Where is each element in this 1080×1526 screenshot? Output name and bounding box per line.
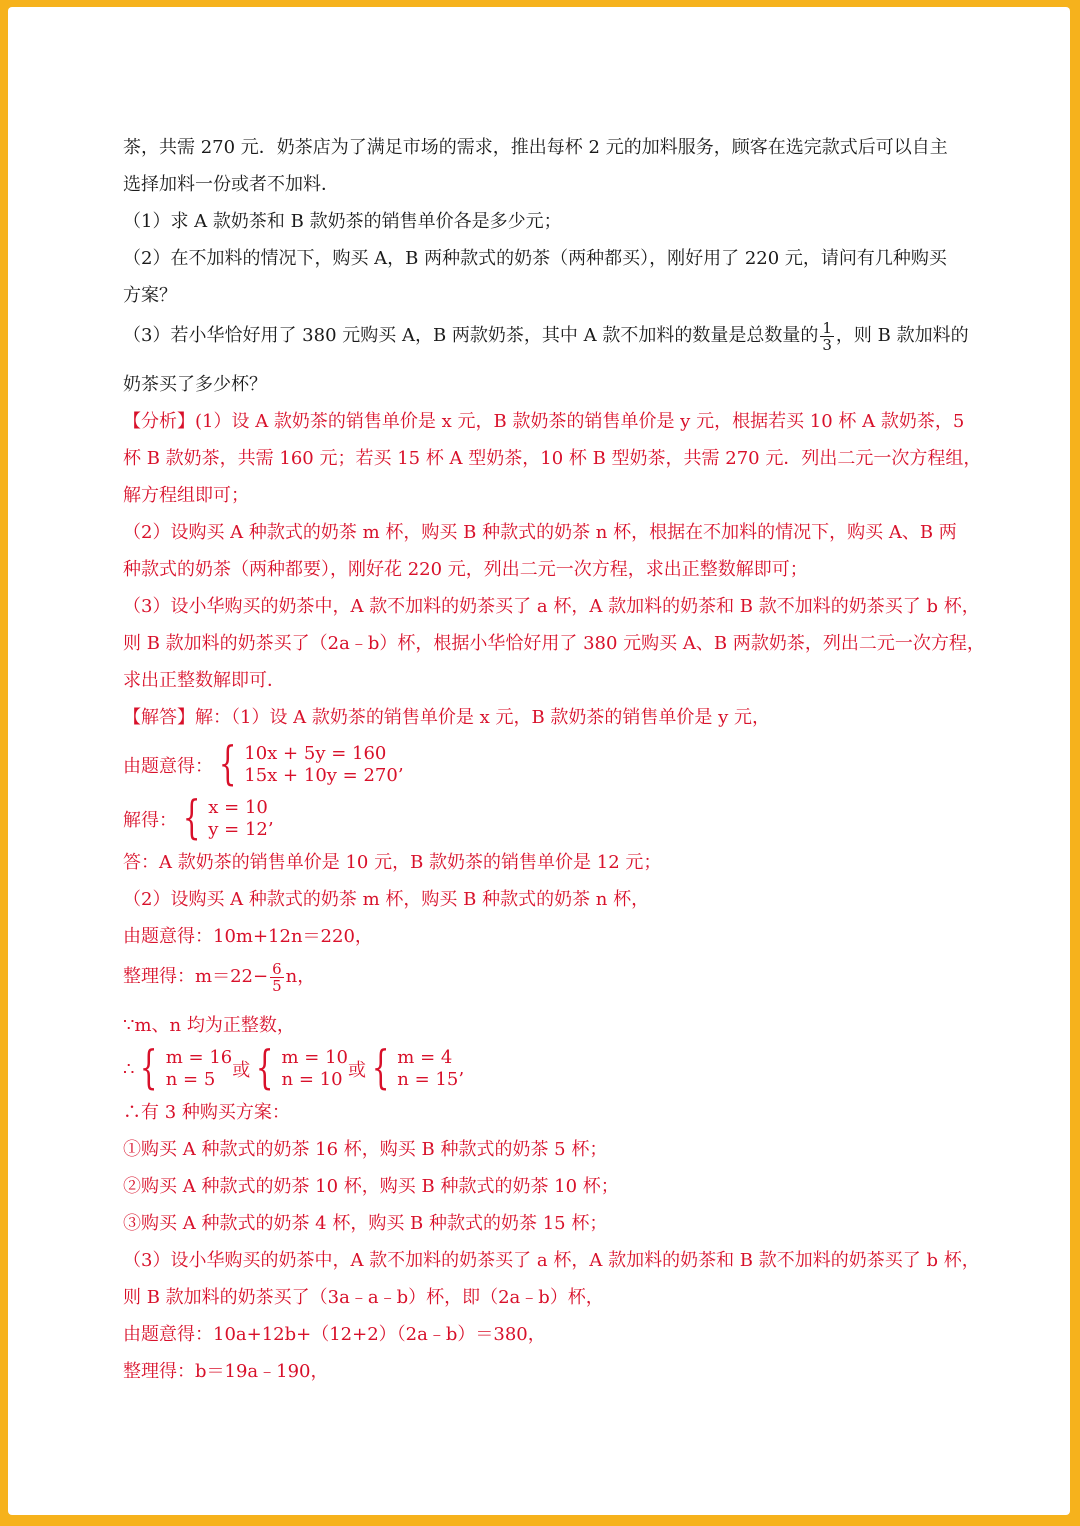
solution-line: ∵m、n 均为正整数， — [123, 1015, 295, 1036]
or-text: 或 — [232, 1060, 251, 1081]
purchase-option: ③购买 A 种款式的奶茶 4 杯，购买 B 种款式的奶茶 15 杯； — [123, 1213, 608, 1234]
system-equations — [244, 743, 403, 787]
purchase-option: ①购买 A 种款式的奶茶 16 杯，购买 B 种款式的奶茶 5 杯； — [123, 1139, 608, 1160]
equation: m = 10 — [281, 1047, 349, 1068]
fraction-denominator: 5 — [272, 976, 282, 995]
equation: m = 4 — [397, 1047, 453, 1068]
analysis-line: （3）设小华购买的奶茶中，A 款不加料的奶茶买了 a 杯，A 款加料的奶茶和 B 款不加料的奶茶买了 b 杯， — [123, 596, 980, 617]
system-equations — [208, 797, 273, 841]
solution-set — [166, 1047, 233, 1091]
fraction-numerator: 1 — [822, 318, 832, 337]
question-part-2: （2）在不加料的情况下，购买 A，B 两种款式的奶茶（两种都买），刚好用了 220 元，请问有几种购买 — [123, 248, 947, 269]
or-text: 或 — [348, 1060, 367, 1081]
solution-header: 【解答】解：（1）设 A 款奶茶的销售单价是 x 元，B 款奶茶的销售单价是 y 元， — [123, 707, 771, 728]
equation-system-2 — [123, 790, 993, 844]
page-sheet — [8, 7, 1070, 1515]
solution-line: 则 B 款加料的奶茶买了（3a﹣a﹣b）杯，即（2a﹣b）杯， — [123, 1287, 604, 1308]
answer-line: 答：A 款奶茶的销售单价是 10 元，B 款奶茶的销售单价是 12 元； — [123, 852, 662, 873]
analysis-line: （2）设购买 A 种款式的奶茶 m 杯，购买 B 种款式的奶茶 n 杯，根据在不加料的情况下，购买 A、B 两 — [123, 522, 957, 543]
equation: n = 5 — [165, 1069, 216, 1090]
equation-system-1 — [123, 736, 993, 794]
question-line: 茶，共需 270 元．奶茶店为了满足市场的需求，推出每杯 2 元的加料服务，顾客在选完款式后可以自主 — [123, 137, 948, 158]
analysis-line: 则 B 款加料的奶茶买了（2a﹣b）杯，根据小华恰好用了 380 元购买 A、B 两款奶茶，列出二元一次方程， — [123, 633, 985, 654]
equation: m = 16 — [165, 1047, 233, 1068]
solution-set — [397, 1047, 464, 1091]
question-part-3-tail: ，则 B 款加料的 — [835, 325, 969, 346]
document-content — [123, 129, 993, 1390]
analysis-line: 种款式的奶茶（两种都要），刚好花 220 元，列出二元一次方程，求出正整数解即可； — [123, 559, 808, 580]
question-line: 选择加料一份或者不加料． — [123, 174, 339, 195]
brace-icon: { — [371, 1040, 390, 1094]
integer-solutions — [123, 1040, 993, 1094]
question-part-1: （1）求 A 款奶茶和 B 款奶茶的销售单价各是多少元； — [123, 211, 562, 232]
question-part-2-cont: 方案？ — [123, 285, 177, 306]
equation: x = 10 — [208, 797, 268, 818]
equation: n = 15’ — [397, 1069, 465, 1090]
solution-set — [282, 1047, 349, 1091]
question-part-3 — [123, 314, 993, 366]
equation: 15x + 10y = 270’ — [244, 765, 404, 786]
simplify-prefix: 整理得：m＝22− — [123, 966, 269, 987]
equation: y = 12’ — [208, 819, 274, 840]
fraction-denominator: 3 — [822, 335, 832, 354]
question-part-3-text: （3）若小华恰好用了 380 元购买 A，B 两款奶茶，其中 A 款不加料的数量是总数量的 — [123, 325, 819, 346]
simplify-suffix: n， — [285, 966, 316, 987]
solution-simplify — [123, 955, 993, 1007]
analysis-line: 求出正整数解即可． — [123, 670, 285, 691]
equation: 10x + 5y = 160 — [244, 743, 387, 764]
brace-icon: { — [140, 1040, 158, 1094]
brace-icon: { — [256, 1040, 274, 1094]
fraction-one-third — [820, 320, 834, 353]
equation: n = 10 — [281, 1069, 343, 1090]
system-label: 解得： — [123, 810, 177, 831]
therefore-symbol: ∴ — [123, 1058, 135, 1080]
fraction-numerator: 6 — [272, 959, 282, 978]
analysis-line: 杯 B 款奶茶，共需 160 元；若买 15 杯 A 型奶茶，10 杯 B 型奶茶，共需 270 元．列出二元一次方程组， — [123, 448, 982, 469]
system-label: 由题意得： — [123, 756, 213, 777]
brace-icon: { — [218, 736, 237, 790]
fraction-six-fifths — [270, 961, 284, 994]
solution-line: （2）设购买 A 种款式的奶茶 m 杯，购买 B 种款式的奶茶 n 杯， — [123, 889, 650, 910]
analysis-line: 解方程组即可； — [123, 485, 249, 506]
purchase-option: ②购买 A 种款式的奶茶 10 杯，购买 B 种款式的奶茶 10 杯； — [123, 1176, 619, 1197]
solution-line: 由题意得：10a+12b+（12+2）（2a﹣b）＝380， — [123, 1324, 546, 1345]
brace-icon: { — [182, 790, 201, 844]
question-part-3-cont: 奶茶买了多少杯？ — [123, 374, 267, 395]
solution-line: （3）设小华购买的奶茶中，A 款不加料的奶茶买了 a 杯，A 款加料的奶茶和 B 款不加料的奶茶买了 b 杯， — [123, 1250, 980, 1271]
analysis-line: 【分析】(1）设 A 款奶茶的销售单价是 x 元，B 款奶茶的销售单价是 y 元，根据若买 10 杯 A 款奶茶，5 — [123, 411, 965, 432]
solution-line: 整理得：b＝19a﹣190， — [123, 1361, 329, 1382]
solution-line: 由题意得：10m+12n＝220， — [123, 926, 373, 947]
solution-line: ∴有 3 种购买方案： — [123, 1102, 290, 1123]
